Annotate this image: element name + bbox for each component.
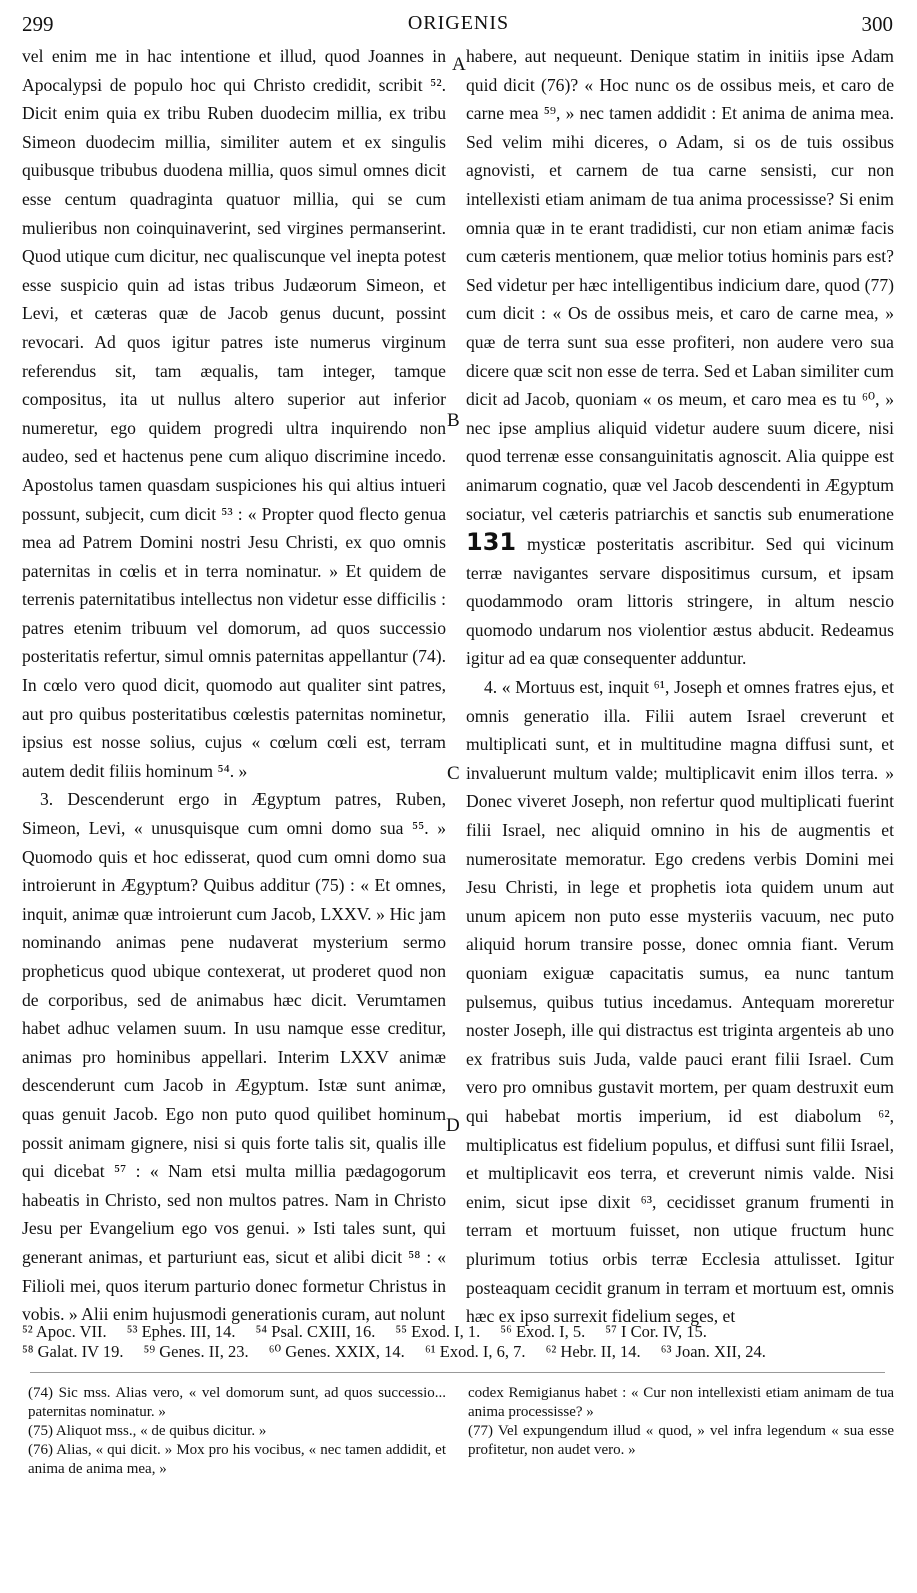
footnote-ref: ⁵⁶ Exod. I, 5. — [500, 1322, 586, 1341]
editorial-note: codex Remigianus habet : « Cur non intellexisti etiam animam de tua anima processisse? » — [468, 1385, 894, 1420]
footnote-ref: ⁵⁸ Galat. IV 19. — [22, 1342, 124, 1361]
editorial-notes-left — [28, 1384, 446, 1479]
left-paragraph-1: vel enim me in hac intentione et illud, quod Joannes in Apocalypsi de populo hoc qui Christo credidit, scribit ⁵². Dicit enim quia ex tribu Ruben duodecim millia, ex tribu Simeon duodecim millia, similiter autem et ex singulis quibusque tribubus duodena millia, quos simul omnes dicit esse centum quadraginta quatuor millia, qui se cum mulieribus non coinquinaverint, sed virgines permanserint. Quod utique cum dicitur, nec qualiscunque vel inepta potest esse suspicio quin ad istas tribus Judæorum Simeon, et Levi, et cæteras quæ de Jacob genus ducunt, possint revocari. Ad quos igitur patres iste numerus virginum referendus sit, tam æqualis, tam integer, tamque compositus, ita ut nullus altero superior aut inferior numeretur, ego quidem progredi ultra inquirendo non audeo, sed et hactenus pene cum aliquo discrimine incedo. Apostolus tamen quasdam suspiciones his qui altius intueri possunt, subjecit, cum dicit ⁵³ : « Propter quod flecto genua mea ad Patrem Domini nostri Jesu Christi, ex quo omnis paternitas in cœlis et in terra nominatur. » Et quidem de terrenis paternitatibus intellectus non videtur esse difficilis : patres etenim tribuum vel domorum, ad quos successio posteritatis refertur, simul omnis paternitas appellantur (74). In cœlo vero quod dicit, quomodo aut qualiter sint patres, aut pro quibus posteritatibus cœlestis paternitas nominetur, ipsius est nosse solius, cujus « cœlum cœli est, terram autem dedit filiis hominum ⁵⁴. » — [22, 46, 446, 781]
editorial-note: (75) Aliquot mss., « de quibus dicitur. » — [28, 1423, 267, 1439]
margin-letter-c: C — [447, 763, 460, 784]
right-column — [466, 42, 894, 1331]
right-paragraph-2: 4. « Mortuus est, inquit ⁶¹, Joseph et omnes fratres ejus, et omnis generatio illa. Filii autem Israel creverunt et multiplicati sunt, et in multitudine magna diffusi sunt, et invaluerunt multum valde; multiplicavit enim illos terra. » Donec viveret Joseph, non refertur quod multiplicati fuerint filii Israel, nec aliquid omnino in his de augmentis et numerositate memoratur. Ego credens verbis Domini mei Jesu Christi, in lege et prophetis iota quidem unum aut unum apicem non puto esse mysteriis vacuum, nec puto aliquid horum transire posse, donec omnia fiant. Verum quoniam exiguæ capacitatis sumus, ea nunc tantum pulsemus, quibus tutius incedamus. Antequam moreretur noster Joseph, ille qui distractus est triginta argenteis ab uno ex fratribus suis Juda, valde pauci erant filii Israel. Cum vero pro omnibus gustavit mortem, per quam destruxit eum qui habebat mortis imperium, id est diabolum ⁶², multiplicatus est fidelium populus, et diffusi sunt filii Israel, et multiplicavit eos terra, et creverunt nimis valde. Nisi enim, sicut ipse dixit ⁶³, cecidisset granum frumenti in terram et mortuum fuisset, non utique fructum hunc plurimum totius orbis terræ Ecclesia attulisset. Igitur posteaquam cecidit granum in terram et mortuum est, omnis hæc ex ipso surrexit fidelium seges, et — [466, 677, 894, 1327]
footnote-ref: ⁵⁵ Exod. I, 1. — [395, 1322, 481, 1341]
right-paragraph-1a: habere, aut nequeunt. Denique statim in initiis ipse Adam quid dicit (76)? « Hoc nunc os de ossibus meis, et caro de carne mea ⁵⁹, » nec tamen addidit : Et anima de anima mea. Sed velim mihi diceres, o Adam, si os de tuis ossibus agnovisti, et carnem de tua carne sensisti, cur non intellexisti etiam animam de tua anima processisse? Si enim omnia quæ in te erant tradidisti, cur non etiam animæ facis cum cæteris mentionem, quæ melior totius hominis pars est? Sed videtur per hæc intelligentibus indicium dare, quod (77) cum dicit : « Os de ossibus meis, et caro de carne mea, » quæ de terra sunt sua esse profiteri, non audere vero sua dicere quæ scit non esse de terra. Sed et Laban similiter cum dicit ad Jacob, quoniam « os meum, et caro mea es tu ⁶⁰, » nec ipse amplius aliquid videtur audere suum dicere, nisi quod terrenæ esse consanguinitatis agnoscit. Alia quippe est animarum cognatio, quæ vel Jacob descendenti in Ægyptum sociatur, vel cæteris patriarchis et sanctis sub enumeratione — [466, 46, 894, 524]
scripture-footnotes-line-2 — [22, 1342, 782, 1362]
footnote-ref: ⁶³ Joan. XII, 24. — [660, 1342, 766, 1361]
left-paragraph-2: 3. Descenderunt ergo in Ægyptum patres, Ruben, Simeon, Levi, « unusquisque cum omni domo sua ⁵⁵. » Quomodo quis et hoc edisserat, quod cum omni domo sua introierunt in Ægyptum? Quibus additur (75) : « Et omnes, inquit, animæ quæ introierunt cum Jacob, LXXV. » Hic jam nominando animas pene nudaverat mysterium sermo propheticus quod ubique contexerat, ut proderet quod non de corporibus, sed de animabus hæc dicit. Verumtamen habet adhuc velamen suum. In usu namque esse creditur, animas pro hominibus appellari. Interim LXXV animæ descenderunt cum Jacob in Ægyptum. Istæ sunt animæ, quas genuit Jacob. Ego non puto quod quilibet hominum possit animam gignere, nisi si quis forte talis sit, qualis ille qui dicebat ⁵⁷ : « Nam etsi multa millia pædagogorum habeatis in Christo, sed non multos patres. Nam in Christo Jesu per Evangelium ego vos genui. » Isti tales sunt, qui generant animas, et parturiunt eas, sicut et alibi dicit ⁵⁸ : « Filioli mei, quos iterum parturio donec formetur Christus in vobis. » Alii enim hujusmodi generationis curam, aut nolunt — [22, 789, 446, 1325]
running-title: ORIGENIS — [407, 12, 510, 34]
editorial-note: (77) Vel expungendum illud « quod, » vel infra legendum « sua esse profitetur, non audet vero. » — [468, 1423, 894, 1458]
footnote-ref: ⁵⁴ Psal. CXIII, 16. — [255, 1322, 376, 1341]
footnote-ref: ⁶² Hebr. II, 14. — [545, 1342, 641, 1361]
margin-letter-d: D — [446, 1115, 460, 1136]
left-column — [22, 42, 446, 1329]
scripture-footnotes-line-1 — [22, 1322, 723, 1342]
column-number: 131 — [466, 528, 517, 557]
page-number-left: 299 — [22, 12, 54, 36]
margin-letter-b: B — [447, 410, 460, 431]
footnote-ref: ⁵⁷ I Cor. IV, 15. — [605, 1322, 707, 1341]
editorial-note: (74) Sic mss. Alias vero, « vel domorum sunt, ad quos successio... paternitas nominatur. » — [28, 1385, 446, 1420]
footnote-ref: ⁶⁰ Genes. XXIX, 14. — [268, 1342, 405, 1361]
footnote-divider — [30, 1372, 885, 1373]
right-paragraph-1 — [466, 42, 894, 673]
editorial-notes-right — [468, 1384, 894, 1460]
page-header — [0, 12, 917, 42]
page-number-right: 300 — [861, 12, 893, 36]
footnote-ref: ⁵³ Ephes. III, 14. — [126, 1322, 236, 1341]
right-paragraph-1b: mysticæ posteritatis ascribitur. Sed qui vicinum terræ navigantes servare dispositimus cursum, et ipsam quodammodo oram littoris stringere, in altum nescio quomodo undarum nos violentior æstus abducit. Redeamus igitur ad ea quæ consequenter adduntur. — [466, 534, 894, 669]
footnote-ref: ⁵² Apoc. VII. — [22, 1322, 107, 1341]
footnote-ref: ⁵⁹ Genes. II, 23. — [143, 1342, 249, 1361]
editorial-note: (76) Alias, « qui dicit. » Mox pro his vocibus, « nec tamen addidit, et anima de anima mea, » — [28, 1442, 446, 1477]
footnote-ref: ⁶¹ Exod. I, 6, 7. — [424, 1342, 526, 1361]
margin-letter-a: A — [452, 54, 466, 75]
